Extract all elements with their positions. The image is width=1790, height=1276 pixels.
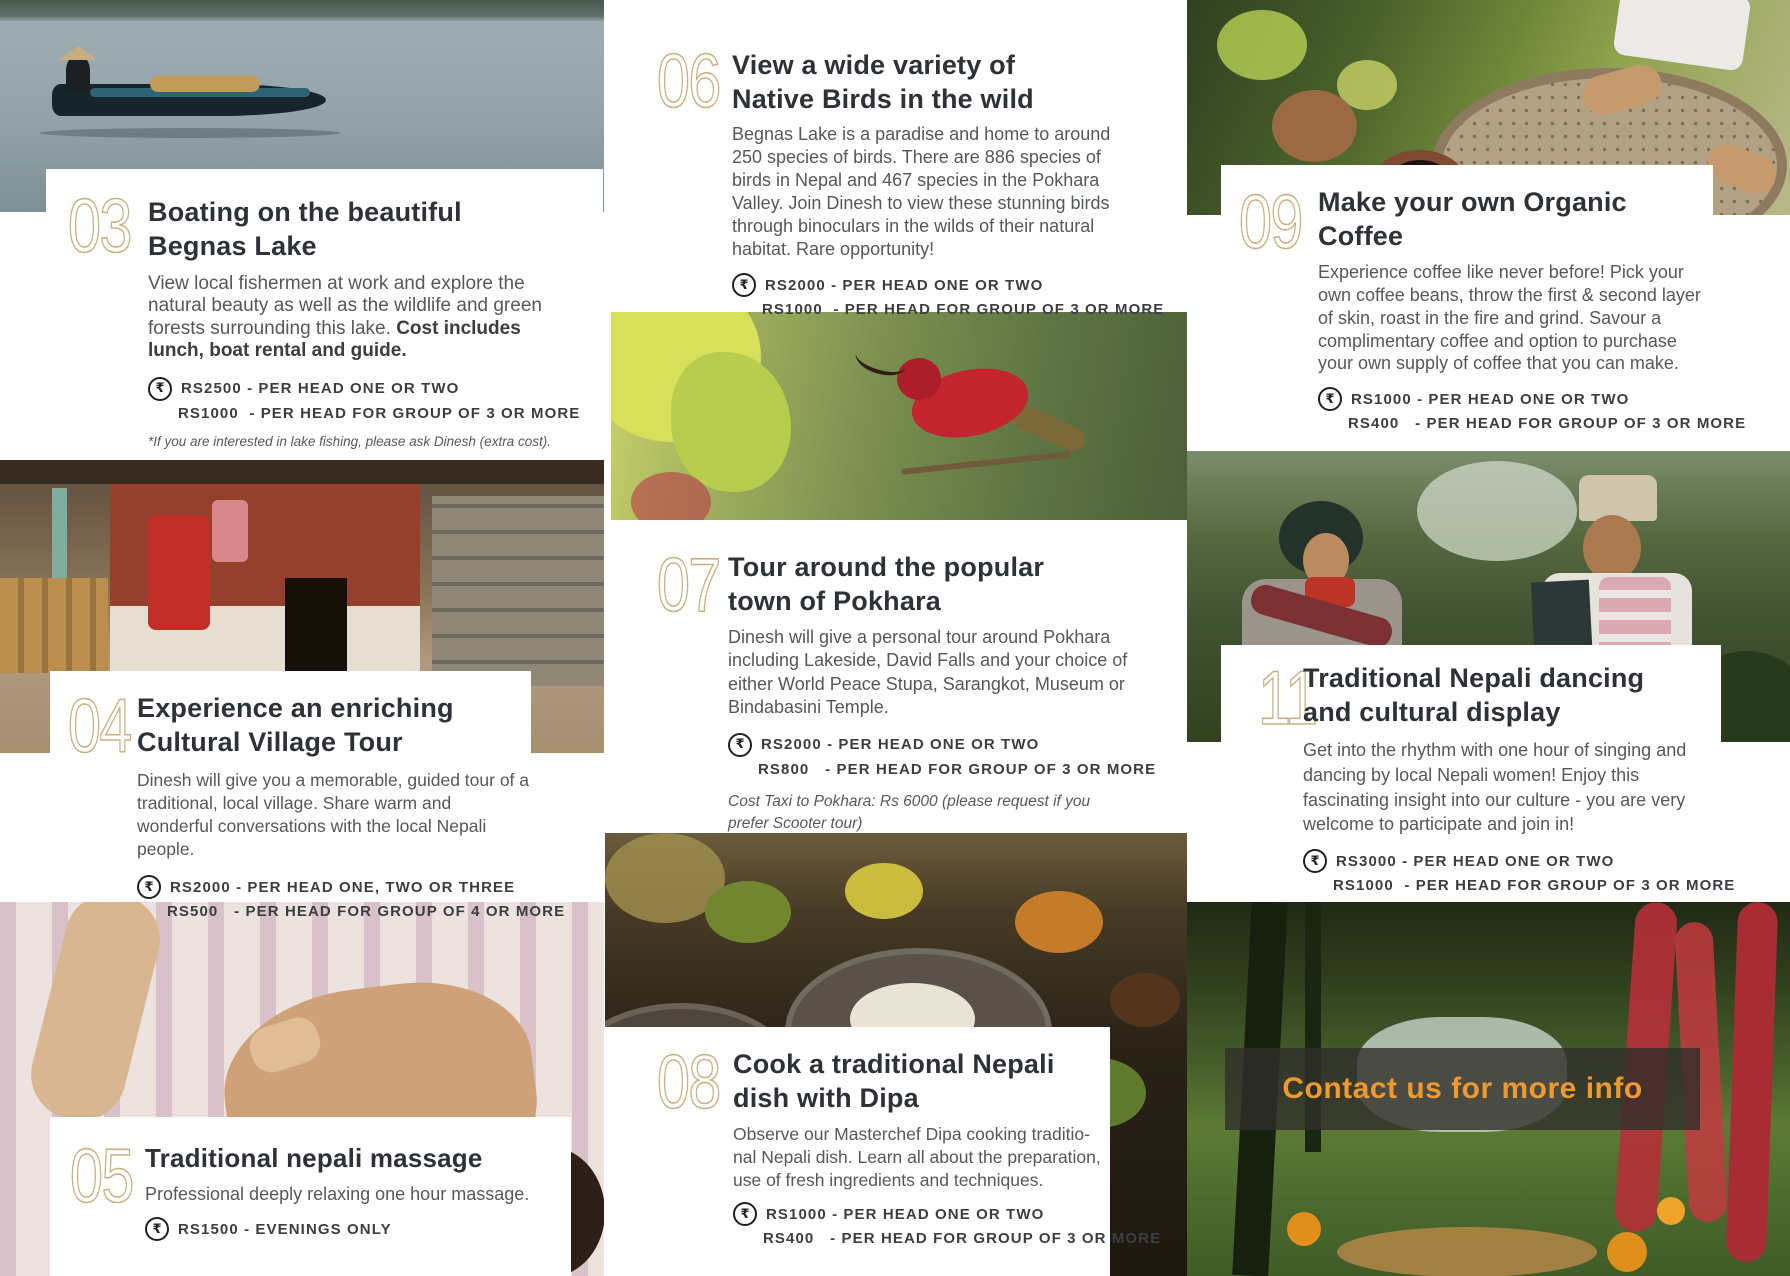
yellow-bowl (845, 863, 923, 919)
rupee-icon: ₹ (137, 875, 161, 899)
man-topi-hat (1579, 475, 1657, 521)
man-face (1583, 515, 1641, 581)
card-nepali-dancing (1221, 645, 1736, 895)
rupee-icon: ₹ (732, 273, 756, 297)
rupee-icon: ₹ (728, 733, 752, 757)
card-note: Cost Taxi to Pokhara: Rs 6000 (please request if you prefer Scooter tour) (728, 792, 1091, 833)
price-line-2: RS800 - PER HEAD FOR GROUP OF 3 OR MORE (758, 760, 1157, 778)
price-line-2: RS500 - PER HEAD FOR GROUP OF 4 OR MORE (167, 903, 566, 921)
price-row (733, 1202, 1110, 1226)
white-sleeve (1612, 0, 1751, 72)
clay-pot (1272, 90, 1357, 162)
price-line-1: RS2500 - PER HEAD ONE OR TWO (181, 380, 460, 398)
price-row (145, 1217, 571, 1241)
water-reflection (40, 128, 340, 138)
card-native-birds (611, 39, 1187, 319)
card-organic-coffee (1221, 165, 1747, 433)
twig (901, 451, 1071, 475)
price-line-2: RS1000 - PER HEAD FOR GROUP OF 3 OR MORE (178, 404, 581, 422)
card-title: View a wide variety of Native Birds in the wild (732, 50, 1034, 114)
marigold (1287, 1212, 1321, 1246)
price-line-2: RS1000 - PER HEAD FOR GROUP OF 3 OR MORE (762, 301, 1165, 319)
price-line-1: RS2000 - PER HEAD ONE OR TWO (761, 736, 1040, 754)
rupee-icon: ₹ (1318, 387, 1342, 411)
card-body: Dinesh will give you a memorable, guided tour of a traditional, local village. Share warm and wonderful conversations with the local Nepali people. (137, 770, 530, 860)
card-title: Traditional nepali massage (145, 1143, 483, 1173)
card-number: 11 (1258, 656, 1317, 741)
card-title: Make your own Organic Coffee (1318, 187, 1627, 251)
rupee-icon: ₹ (733, 1202, 757, 1226)
hanging-red-cloth (148, 515, 210, 630)
boater-figure (66, 56, 90, 92)
price-line-1: RS1500 - EVENINGS ONLY (178, 1220, 392, 1238)
card-body-bold: Cost includes lunch, boat rental and guide. (148, 317, 521, 362)
card-number: 09 (1239, 180, 1302, 265)
contact-us-button[interactable]: Contact us for more info (1225, 1048, 1700, 1130)
leaf-cluster-2 (671, 352, 791, 492)
sky-patch (1417, 461, 1577, 561)
price-line-1: RS2000 - PER HEAD ONE, TWO OR THREE (170, 878, 516, 896)
card-body: Get into the rhythm with one hour of singing and dancing by local Nepali women! Enjoy this fascinating insight into our culture - you are very welcome to participate and join in! (1303, 740, 1687, 835)
marigold (1607, 1232, 1647, 1272)
price-row (728, 733, 1187, 757)
card-body: Professional deeply relaxing one hour massage. (145, 1184, 530, 1204)
card-number: 06 (657, 39, 720, 124)
card-title: Cook a traditional Nepali dish with Dipa (733, 1049, 1055, 1113)
price-row (1303, 849, 1721, 873)
card-title: Boating on the beautiful Begnas Lake (148, 197, 462, 261)
boat-cargo (150, 76, 260, 92)
price-row (137, 875, 531, 899)
card-number: 04 (68, 684, 131, 769)
boater-hat (58, 46, 98, 60)
hanging-pink-cloth (212, 500, 248, 562)
card-body: Begnas Lake is a paradise and home to around 250 species of birds. There are 886 species of birds in Nepal and 467 species in the Pokhara Valley. Join Dinesh to view these stunning birds through binoculars in the wilds of their natural habitat. Rare opportunity! (732, 124, 1111, 260)
native-bird-photo (611, 312, 1187, 520)
red-vine-flowers-3 (1726, 902, 1779, 1263)
card-cultural-village-tour (50, 671, 566, 921)
card-pokhara-tour (611, 540, 1187, 833)
price-row (1333, 877, 1736, 895)
card-number: 07 (657, 543, 720, 628)
card-title: Experience an enriching Cultural Village Tour (137, 693, 454, 757)
garden-photo (1187, 902, 1790, 1276)
price-line-2: RS1000 - PER HEAD FOR GROUP OF 3 OR MORE (1333, 877, 1736, 895)
card-number: 03 (68, 184, 131, 269)
price-line-2: RS400 - PER HEAD FOR GROUP OF 3 OR MORE (1348, 415, 1747, 433)
path (1337, 1227, 1597, 1276)
card-nepali-massage (50, 1117, 571, 1276)
card-title: Tour around the popular town of Pokhara (728, 552, 1045, 616)
price-row (1348, 415, 1747, 433)
card-note: *If you are interested in lake fishing, please ask Dinesh (extra cost). (148, 433, 551, 449)
rupee-icon: ₹ (145, 1217, 169, 1241)
card-body-regular: View local fishermen at work and explore the natural beauty as well as the wildlife and green forests surrounding this lake. (148, 273, 542, 339)
card-body: Dinesh will give a personal tour around Pokhara including Lakeside, David Falls and your choice of either World Peace Stupa, Sarangkot, Museum or Bindabasini Temple. (728, 627, 1128, 718)
price-row (763, 1230, 1162, 1248)
price-row (732, 273, 1187, 297)
stone-wall (432, 496, 604, 686)
price-line-1: RS3000 - PER HEAD ONE OR TWO (1336, 852, 1615, 870)
price-row (148, 377, 603, 401)
roof-beam (0, 460, 604, 484)
price-row (758, 761, 1187, 778)
price-line-1: RS1000 - PER HEAD ONE OR TWO (766, 1205, 1045, 1223)
card-boating-begnas-lake (46, 169, 603, 449)
wooden-bench (0, 578, 108, 673)
price-row (167, 903, 566, 921)
card-body: Observe our Masterchef Dipa cooking traditio-nal Nepali dish. Learn all about the preparation, use of fresh ingredients and techniques. (733, 1124, 1101, 1190)
rupee-icon: ₹ (148, 377, 172, 401)
orange-curry-bowl (1015, 891, 1103, 953)
masseuse-arm (22, 902, 170, 1130)
greens-bowl (705, 881, 791, 943)
card-body (148, 273, 556, 363)
price-row (1318, 387, 1713, 411)
price-line-2: RS400 - PER HEAD FOR GROUP OF 3 OR MORE (763, 1230, 1162, 1248)
price-row (762, 301, 1187, 318)
price-line-1: RS2000 - PER HEAD ONE OR TWO (765, 276, 1044, 294)
card-number: 08 (657, 1040, 720, 1125)
card-cook-nepali-dish (605, 1027, 1162, 1276)
leaf-highlight (1217, 10, 1307, 80)
price-row (178, 405, 603, 422)
card-body: Experience coffee like never before! Pick your own coffee beans, throw the first & second layer of skin, roast in the fire and grind. Savour a complimentary coffee and option to purchase your own supply of coffee that you can make. (1318, 262, 1701, 374)
card-number: 05 (70, 1134, 133, 1219)
price-line-1: RS1000 - PER HEAD ONE OR TWO (1351, 390, 1630, 408)
rupee-icon: ₹ (1303, 849, 1327, 873)
marigold (1657, 1197, 1685, 1225)
card-title: Traditional Nepali dancing and cultural display (1303, 663, 1645, 727)
dark-curry-bowl (1110, 973, 1180, 1027)
